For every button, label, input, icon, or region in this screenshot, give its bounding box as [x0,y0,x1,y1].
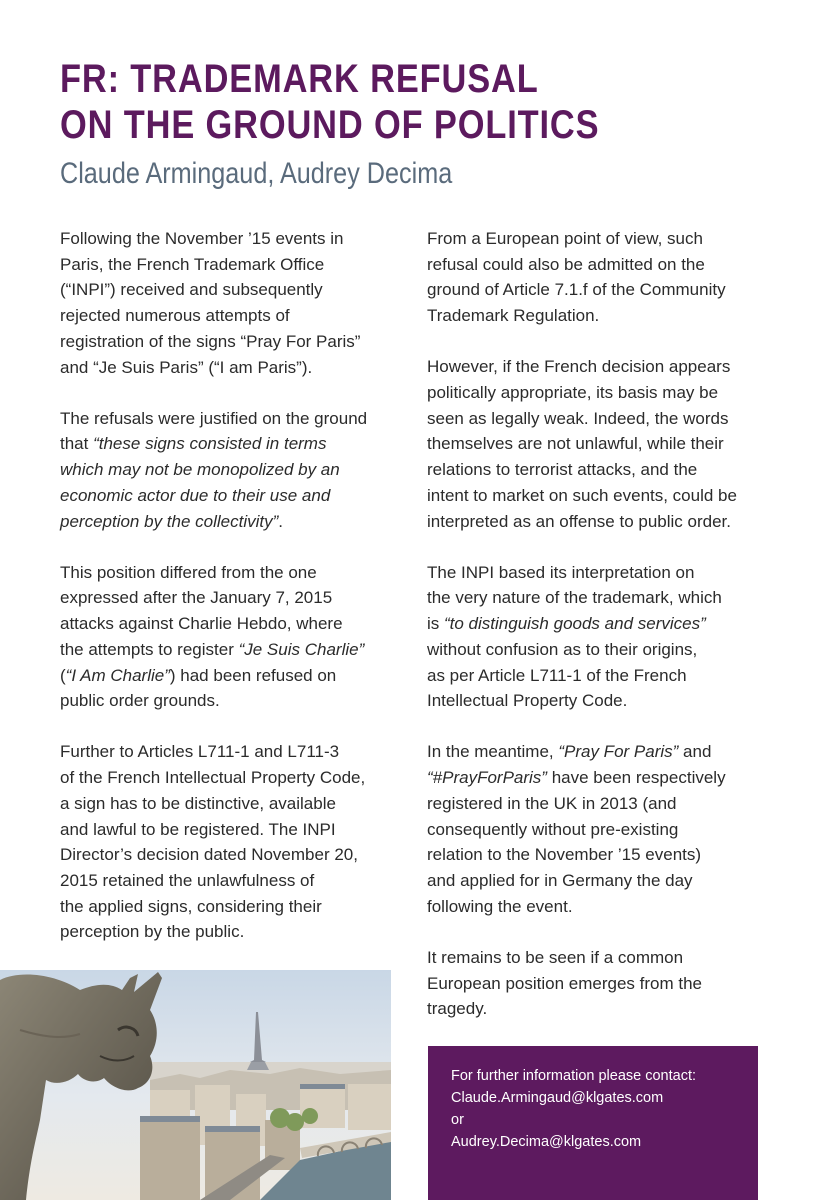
text-line: The refusals were justified on the ground [60,408,368,428]
quote-text: “#PrayForParis” [427,768,547,788]
text-run: is [427,614,444,634]
text-line: perception by the public. [60,922,245,942]
text-run: and [678,742,712,762]
text-line: the very nature of the trademark, which [427,588,722,608]
text-line: Trademark Regulation. [427,306,600,326]
text-line: seen as legally weak. Indeed, the words [427,408,729,428]
text-line: relations to terrorist attacks, and the [427,460,698,480]
paragraph-2 [60,406,390,535]
text-line: of the French Intellectual Property Code, [60,768,366,788]
article-authors: Claude Armingaud, Audrey Decima [60,157,453,190]
text-line: consequently without pre-existing [427,819,679,839]
paragraph-8 [427,739,767,919]
text-run: ) had been refused on [169,665,337,685]
text-run: ( [60,665,66,685]
contact-intro: For further information please contact: [451,1068,697,1084]
right-column [427,226,767,1047]
text-line: 2015 retained the unlawfulness of [60,870,315,890]
text-line [427,739,767,765]
paragraph-9 [427,945,767,1022]
text-line: ground of Article 7.1.f of the Community [427,280,726,300]
paragraph-1 [60,226,390,380]
quote-text: “to distinguish goods and services” [444,614,706,634]
text-run: have been respectively [546,768,726,788]
quote-text: “I Am Charlie” [65,665,170,685]
contact-email-2-line [451,1109,758,1153]
contact-email-1[interactable]: Claude.Armingaud@klgates.com [451,1090,664,1106]
photo-illustration [0,970,391,1200]
text-line: relation to the November ’15 events) [427,845,702,865]
text-line: Paris, the French Trademark Office [60,254,325,274]
text-line: Intellectual Property Code. [427,691,628,711]
left-column [60,226,390,971]
text-line: (“INPI”) received and subsequently [60,280,323,300]
text-line: themselves are not unlawful, while their [427,434,724,454]
text-line: public order grounds. [60,691,220,711]
contact-box [428,1046,758,1200]
text-line [60,663,390,689]
text-line: attacks against Charlie Hebdo, where [60,614,343,634]
paragraph-5 [427,226,767,329]
text-line: politically appropriate, its basis may be [427,383,719,403]
text-line: It remains to be seen if a common [427,947,684,967]
text-line: However, if the French decision appears [427,357,731,377]
text-line: Further to Articles L711-1 and L711-3 [60,742,340,762]
text-line: interpreted as an offense to public order. [427,511,731,531]
text-line: the applied signs, considering their [60,896,322,916]
title-line-1: FR: TRADEMARK REFUSAL [60,57,539,101]
text-line: as per Article L711-1 of the French [427,665,687,685]
quote-text: which may not be monopolized by an [60,460,340,480]
paragraph-3 [60,560,390,714]
text-line [60,431,390,457]
text-line: This position differed from the one [60,562,317,582]
text-line: refusal could also be admitted on the [427,254,705,274]
quote-text: “Pray For Paris” [558,742,679,762]
text-line: and “Je Suis Paris” (“I am Paris”). [60,357,313,377]
text-line: registered in the UK in 2013 (and [427,793,677,813]
text-line: expressed after the January 7, 2015 [60,588,333,608]
quote-text: “Je Suis Charlie” [238,639,365,659]
text-line [60,509,390,535]
text-line: a sign has to be distinctive, available [60,793,336,813]
text-line: and lawful to be registered. The INPI [60,819,336,839]
text-run: that [60,434,94,454]
text-run: In the meantime, [427,742,559,762]
text-line: The INPI based its interpretation on [427,562,695,582]
text-line: European position emerges from the [427,973,702,993]
text-run: the attempts to register [60,639,239,659]
text-line: intent to market on such events, could be [427,485,737,505]
quote-text: perception by the collectivity” [60,511,279,531]
text-line: rejected numerous attempts of [60,306,290,326]
paragraph-7 [427,560,767,714]
text-line [427,765,767,791]
text-line: without confusion as to their origins, [427,639,698,659]
article-title [60,56,599,148]
text-line: From a European point of view, such [427,229,703,248]
text-run: or [451,1112,464,1128]
text-line: Director’s decision dated November 20, [60,845,358,865]
quote-text: economic actor due to their use and [60,485,331,505]
paragraph-4 [60,739,390,945]
text-line [60,637,390,663]
paragraph-6 [427,354,767,534]
contact-email-2[interactable]: Audrey.Decima@klgates.com [451,1134,642,1150]
title-line-2: ON THE GROUND OF POLITICS [60,103,600,147]
text-run: . [278,511,284,531]
text-line [427,611,767,637]
paris-gargoyle-photo [0,970,391,1200]
text-line: following the event. [427,896,573,916]
text-line: tragedy. [427,999,488,1019]
quote-text: “these signs consisted in terms [93,434,327,454]
text-line: registration of the signs “Pray For Paris” [60,331,361,351]
text-line: and applied for in Germany the day [427,870,693,890]
text-line: Following the November ’15 events in [60,229,344,248]
